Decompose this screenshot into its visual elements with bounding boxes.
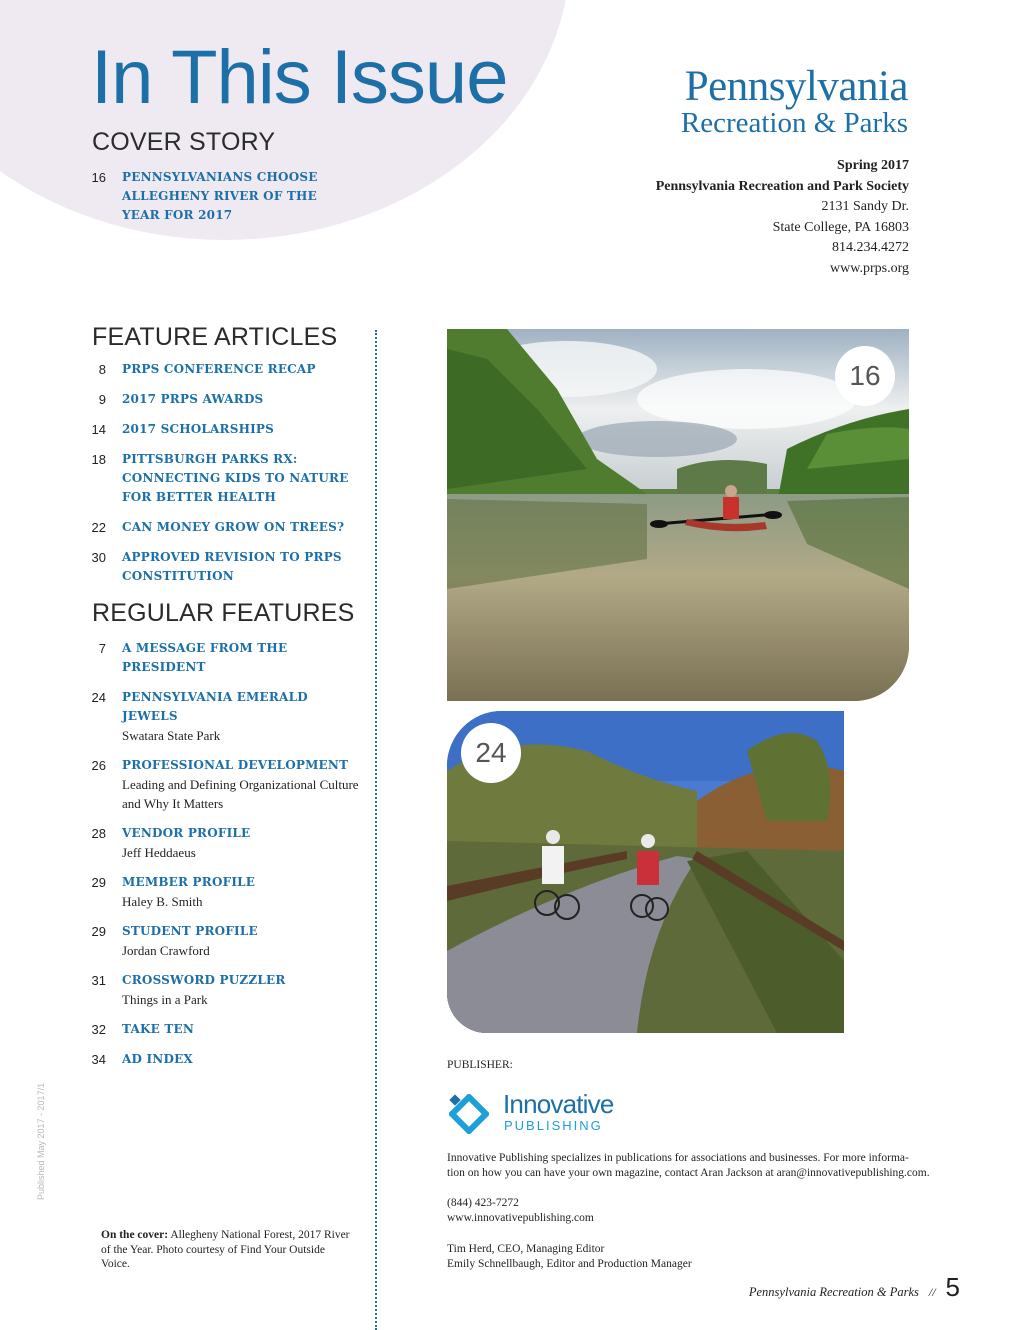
toc-page-number: 8 <box>98 362 106 377</box>
toc-item[interactable] <box>86 1020 366 1039</box>
regular-features-heading: REGULAR FEATURES <box>92 599 355 627</box>
page-number: 5 <box>945 1272 960 1302</box>
publisher-phone: (844) 423-7272 <box>447 1197 519 1209</box>
feature-articles-list <box>86 360 366 597</box>
toc-page-number: 26 <box>91 758 106 773</box>
issue-date: Spring 2017 <box>837 158 909 173</box>
toc-item[interactable] <box>86 688 366 745</box>
footer-publication: Pennsylvania Recreation & Parks <box>748 1285 919 1299</box>
toc-page-number: 9 <box>98 392 106 407</box>
publisher-label: PUBLISHER: <box>447 1059 513 1071</box>
logo-subtitle: PUBLISHING <box>504 1118 603 1133</box>
toc-subtitle: Things in a Park <box>122 992 208 1007</box>
regular-features-list <box>86 639 366 1080</box>
page-24-badge: 24 <box>461 723 521 783</box>
organization-name: Pennsylvania Recreation and Park Society <box>655 178 909 194</box>
toc-page-number: 31 <box>91 973 106 988</box>
logo-name: Innovative <box>503 1089 614 1119</box>
cover-story-heading: COVER STORY <box>92 128 276 156</box>
toc-title: A MESSAGE FROM THE PRESIDENT <box>122 641 288 674</box>
publisher-website[interactable]: www.innovativepublishing.com <box>447 1212 594 1224</box>
city-state-zip: State College, PA 16803 <box>772 219 909 235</box>
toc-page-number: 30 <box>91 550 106 565</box>
staff-line: Emily Schnellbaugh, Editor and Production Manager <box>447 1258 692 1270</box>
toc-title: PRPS CONFERENCE RECAP <box>122 362 316 376</box>
bike-trail-photo <box>447 711 844 1033</box>
toc-item[interactable] <box>86 548 366 586</box>
cover-caption-text: Allegheny National Forest, 2017 River of the Year. Photo courtesy of Find Your Outside Voice. <box>101 1229 350 1270</box>
street-address: 2131 Sandy Dr. <box>821 199 909 215</box>
logo-line-2: Recreation & Parks <box>680 107 908 139</box>
page-title: In This Issue <box>91 35 508 120</box>
toc-item[interactable] <box>86 873 366 911</box>
kayak-river-photo <box>447 329 909 701</box>
toc-item[interactable] <box>86 824 366 862</box>
toc-title: PENNSYLVANIANS CHOOSE ALLEGHENY RIVER OF THE YEAR FOR 2017 <box>122 170 318 222</box>
toc-item[interactable] <box>86 639 366 677</box>
toc-title: PENNSYLVANIA EMERALD JEWELS <box>122 690 308 723</box>
toc-page-number: 16 <box>91 170 106 185</box>
toc-page-number: 32 <box>91 1022 106 1037</box>
logo-line-1: Pennsylvania <box>684 63 908 110</box>
toc-item[interactable] <box>86 922 366 960</box>
cover-caption <box>101 1228 351 1272</box>
toc-item[interactable] <box>86 1050 366 1069</box>
address-block <box>656 156 909 280</box>
footer-separator: // <box>928 1285 936 1299</box>
toc-subtitle: Jeff Heddaeus <box>122 845 196 860</box>
toc-title: 2017 SCHOLARSHIPS <box>122 422 275 436</box>
description-line-1: Innovative Publishing specializes in publications for associations and businesses. For more informa- <box>447 1152 909 1164</box>
website-link[interactable]: www.prps.org <box>830 260 909 276</box>
column-divider <box>375 330 377 1330</box>
description-line-2: tion on how you can have your own magazine, contact Aran Jackson at aran@innovativepublishing.com. <box>447 1167 930 1179</box>
toc-item[interactable] <box>86 450 366 507</box>
toc-title: 2017 PRPS AWARDS <box>122 392 264 406</box>
toc-title: MEMBER PROFILE <box>122 875 256 889</box>
toc-page-number: 7 <box>98 641 106 656</box>
toc-item[interactable] <box>86 168 346 225</box>
toc-item[interactable] <box>86 390 366 409</box>
magazine-logo <box>680 63 908 139</box>
toc-item[interactable] <box>86 756 366 813</box>
toc-subtitle: Haley B. Smith <box>122 894 203 909</box>
toc-title: AD INDEX <box>122 1052 193 1066</box>
toc-page-number: 14 <box>91 422 106 437</box>
publication-date-note: Published May 2017 - 2017/1 <box>36 1082 46 1200</box>
toc-page-number: 24 <box>91 690 106 705</box>
feature-articles-heading: FEATURE ARTICLES <box>92 323 338 351</box>
toc-page-number: 28 <box>91 826 106 841</box>
toc-title: CROSSWORD PUZZLER <box>122 973 286 987</box>
page-footer <box>749 1272 960 1303</box>
page-16-badge: 16 <box>835 346 895 406</box>
toc-subtitle: Swatara State Park <box>122 728 221 743</box>
publisher-contact <box>447 1196 594 1226</box>
toc-title: PITTSBURGH PARKS RX: CONNECTING KIDS TO NATURE FOR BETTER HEALTH <box>122 452 349 504</box>
toc-item[interactable] <box>86 420 366 439</box>
toc-page-number: 22 <box>91 520 106 535</box>
toc-item[interactable] <box>86 360 366 379</box>
phone-number: 814.234.4272 <box>832 240 909 256</box>
toc-title: APPROVED REVISION TO PRPS CONSTITUTION <box>122 550 342 583</box>
cover-story-list <box>86 168 346 236</box>
innovative-publishing-logo <box>447 1088 627 1138</box>
innovative-diamond-icon <box>449 1094 489 1134</box>
toc-subtitle: Jordan Crawford <box>122 943 210 958</box>
toc-title: PROFESSIONAL DEVELOPMENT <box>122 758 349 772</box>
toc-page-number: 18 <box>91 452 106 467</box>
toc-title: TAKE TEN <box>122 1022 194 1036</box>
toc-page-number: 29 <box>91 875 106 890</box>
toc-title: STUDENT PROFILE <box>122 924 258 938</box>
toc-subtitle: Leading and Defining Organizational Culture and Why It Matters <box>122 777 359 811</box>
staff-line: Tim Herd, CEO, Managing Editor <box>447 1243 605 1255</box>
toc-title: VENDOR PROFILE <box>122 826 251 840</box>
cover-caption-label: On the cover: <box>101 1229 169 1241</box>
toc-page-number: 34 <box>91 1052 106 1067</box>
publisher-description <box>447 1151 930 1181</box>
toc-item[interactable] <box>86 518 366 537</box>
toc-page-number: 29 <box>91 924 106 939</box>
toc-item[interactable] <box>86 971 366 1009</box>
publisher-staff <box>447 1242 692 1272</box>
toc-title: CAN MONEY GROW ON TREES? <box>122 520 345 534</box>
